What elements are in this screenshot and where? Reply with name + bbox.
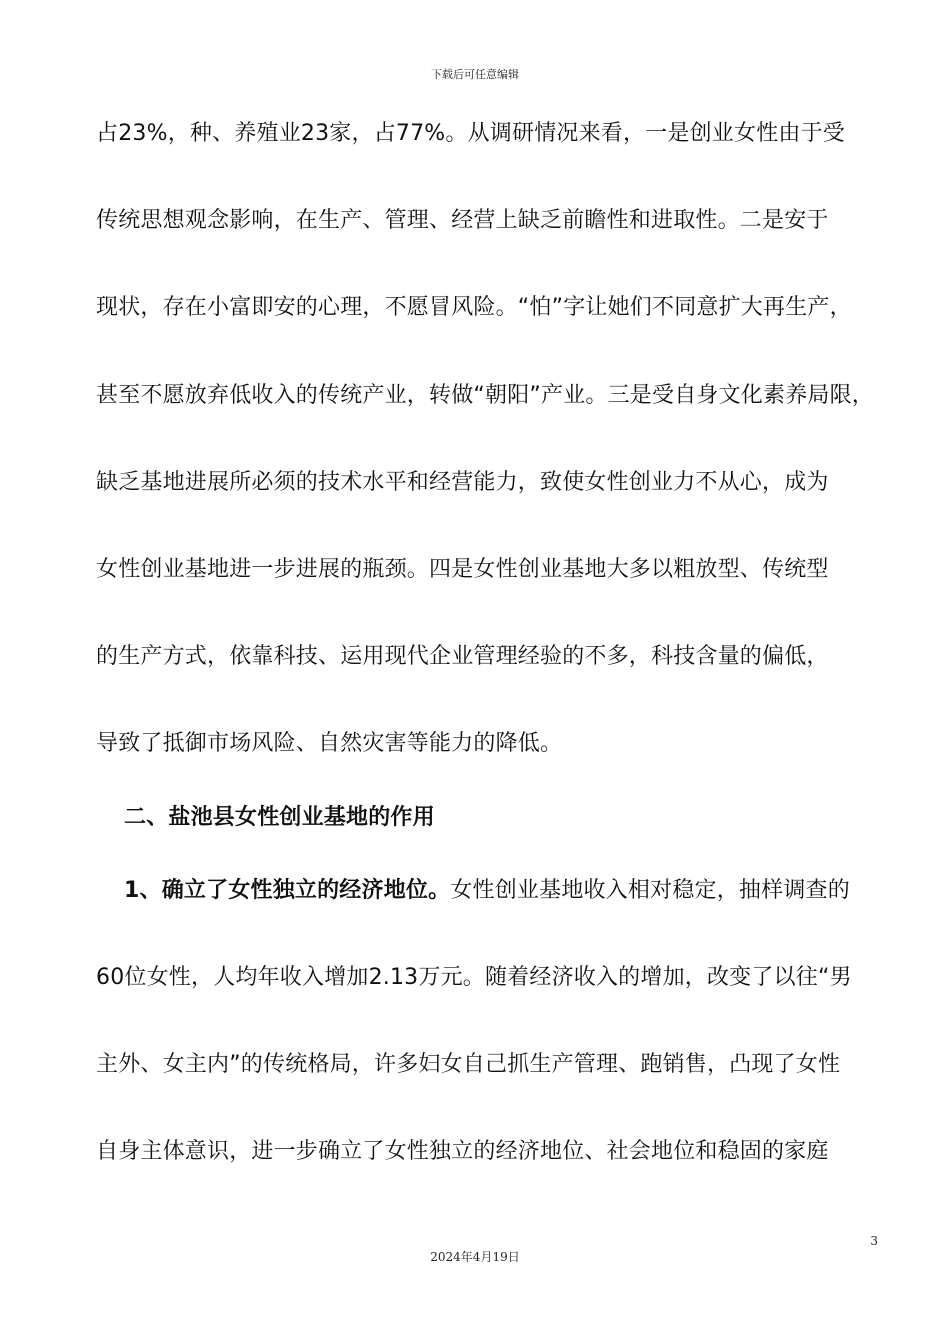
page-header: 下载后可任意编辑	[431, 68, 519, 81]
paragraph-line: 自身主体意识，进一步确立了女性独立的经济地位、社会地位和稳固的家庭	[96, 1139, 829, 1164]
paragraph-line: 的生产方式，依靠科技、运用现代企业管理经验的不多，科技含量的偏低，	[96, 644, 829, 669]
paragraph-line: 导致了抵御市场风险、自然灾害等能力的降低。	[96, 731, 563, 756]
item-1-title: 1、确立了女性独立的经济地位。	[124, 878, 451, 903]
page-footer-date: 2024年4月19日	[430, 1250, 520, 1264]
paragraph-line: 现状，存在小富即安的心理，不愿冒风险。“怕”字让她们不同意扩大再生产，	[96, 295, 852, 320]
paragraph-line: 占23%，种、养殖业23家，占77%。从调研情况来看，一是创业女性由于受	[96, 121, 845, 146]
paragraph-line: 传统思想观念影响，在生产、管理、经营上缺乏前瞻性和进取性。二是安于	[96, 208, 829, 233]
item-1-line	[124, 876, 924, 906]
paragraph-line: 缺乏基地进展所必须的技术水平和经营能力，致使女性创业力不从心，成为	[96, 470, 829, 495]
paragraph-line: 女性创业基地进一步进展的瓶颈。四是女性创业基地大多以粗放型、传统型	[96, 557, 829, 582]
paragraph-line: 甚至不愿放弃低收入的传统产业，转做“朝阳”产业。三是受自身文化素养局限，	[96, 383, 874, 408]
paragraph-line: 主外、女主内”的传统格局，许多妇女自己抓生产管理、跑销售，凸现了女性	[96, 1052, 841, 1077]
paragraph-line: 60位女性，人均年收入增加2.13万元。随着经济收入的增加，改变了以往“男	[96, 965, 852, 990]
section-heading: 二、盐池县女性创业基地的作用	[124, 805, 435, 830]
page-number: 3	[870, 1234, 878, 1248]
item-1-text: 女性创业基地收入相对稳定，抽样调查的	[450, 878, 850, 903]
